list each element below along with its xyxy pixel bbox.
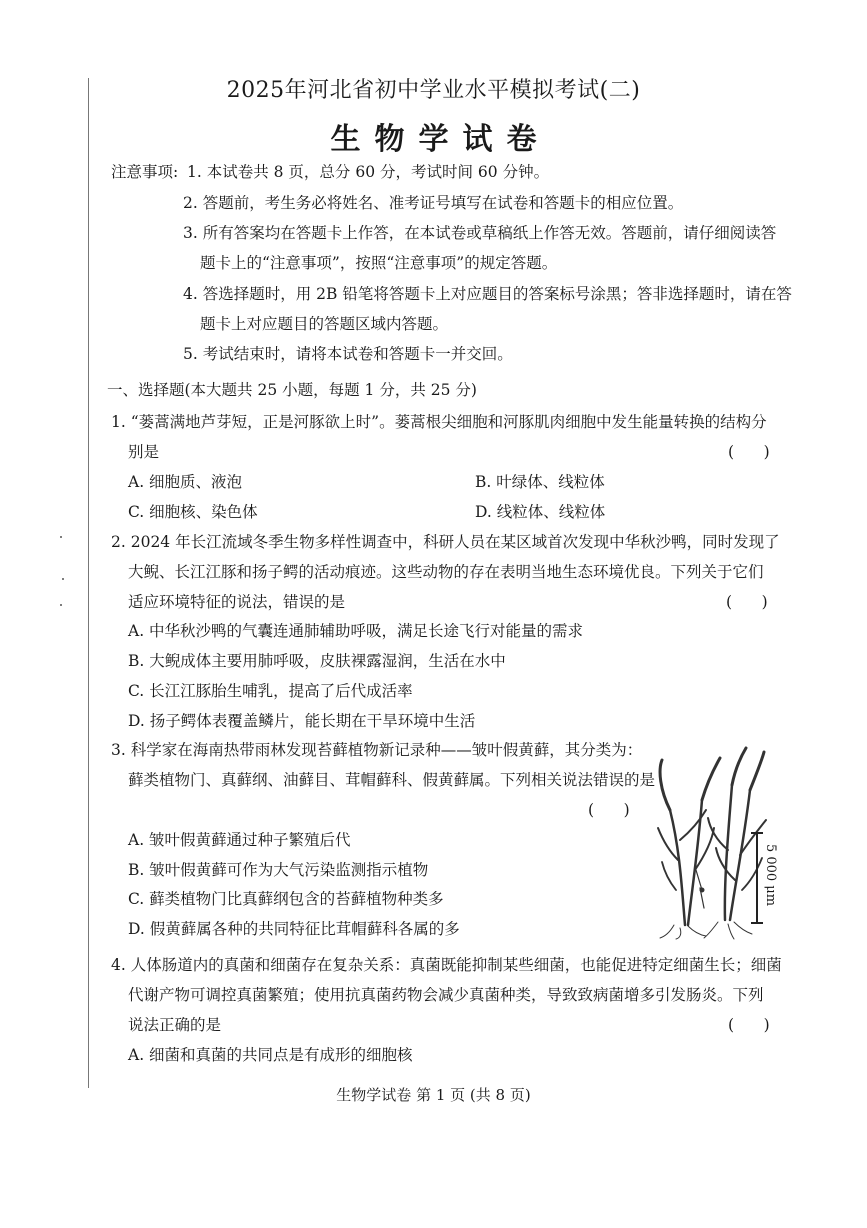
question-3-option-b: B. 皱叶假黄藓可作为大气污染监测指示植物 [128,861,429,879]
question-4-stem: 说法正确的是 [128,1016,222,1034]
scan-mark [60,536,62,538]
scan-mark [62,578,64,580]
question-1-stem: 别是 [128,443,160,461]
question-2-option-b: B. 大鲵成体主要用肺呼吸，皮肤裸露湿润，生活在水中 [128,652,506,670]
question-4-option-a: A. 细菌和真菌的共同点是有成形的细胞核 [128,1046,413,1064]
question-2-stem: 大鲵、长江江豚和扬子鳄的活动痕迹。这些动物的存在表明当地生态环境优良。下列关于它们 [128,563,764,581]
answer-blank: ( ) [726,593,768,611]
question-3-stem: 3. 科学家在海南热带雨林发现苔藓植物新记录种——皱叶假黄藓，其分类为： [111,741,643,759]
exam-title: 2025年河北省初中学业水平模拟考试(二) [226,78,641,103]
question-4-stem: 4. 人体肠道内的真菌和细菌存在复杂关系：真菌既能抑制某些细菌，也能促进特定细菌生长；细菌 [111,956,782,974]
question-2-option-c: C. 长江江豚胎生哺乳，提高了后代成活率 [128,682,413,700]
question-1-option-c: C. 细胞核、染色体 [128,503,258,521]
section-heading: 一、选择题(本大题共 25 小题，每题 1 分，共 25 分) [107,381,477,399]
answer-blank: ( ) [588,801,630,819]
note-item: 1. 本试卷共 8 页，总分 60 分，考试时间 60 分钟。 [187,163,550,181]
question-4-stem: 代谢产物可调控真菌繁殖；使用抗真菌药物会减少真菌种类，导致致病菌增多引发肠炎。下列 [128,986,764,1004]
note-item-continued: 题卡上的“注意事项”，按照“注意事项”的规定答题。 [200,254,558,272]
note-item: 3. 所有答案均在答题卡上作答，在本试卷或草稿纸上作答无效。答题前，请仔细阅读答 [183,224,777,242]
question-3-option-c: C. 藓类植物门比真藓纲包含的苔藓植物种类多 [128,890,444,908]
question-2-stem: 适应环境特征的说法，错误的是 [128,593,346,611]
exam-subject-title: 生物学试卷 [330,122,551,157]
question-1-option-b: B. 叶绿体、线粒体 [475,473,605,491]
question-2-stem: 2. 2024 年长江流域冬季生物多样性调查中，科研人员在某区域首次发现中华秋沙鸭，同时发现了 [111,533,780,551]
question-3-stem: 藓类植物门、真藓纲、油藓目、茸帽藓科、假黄藓属。下列相关说法错误的是 [128,771,656,789]
question-1-option-d: D. 线粒体、线粒体 [475,503,606,521]
page-footer: 生物学试卷 第 1 页 (共 8 页) [336,1086,531,1104]
answer-blank: ( ) [728,1016,770,1034]
answer-blank: ( ) [728,443,770,461]
question-3-option-d: D. 假黄藓属各种的共同特征比茸帽藓科各属的多 [128,920,460,938]
question-1-option-a: A. 细胞质、液泡 [128,473,243,491]
moss-plant-figure [640,740,780,940]
note-item: 2. 答题前，考生务必将姓名、准考证号填写在试卷和答题卡的相应位置。 [183,194,684,212]
binding-margin-line [88,78,89,1088]
question-2-option-a: A. 中华秋沙鸭的气囊连通肺辅助呼吸，满足长途飞行对能量的需求 [128,622,584,640]
question-1-stem: 1. “蒌蒿满地芦芽短，正是河豚欲上时”。蒌蒿根尖细胞和河豚肌肉细胞中发生能量转换的结构分 [111,413,767,431]
note-item-continued: 题卡上对应题目的答题区域内答题。 [200,315,449,333]
scan-mark [60,604,62,606]
question-2-option-d: D. 扬子鳄体表覆盖鳞片，能长期在干旱环境中生活 [128,712,476,730]
note-item: 4. 答选择题时，用 2B 铅笔将答题卡上对应题目的答案标号涂黑；答非选择题时，请在答 [183,285,792,303]
note-item: 5. 考试结束时，请将本试卷和答题卡一并交回。 [183,345,513,363]
scale-label: 5 000 μm [763,843,778,907]
question-3-option-a: A. 皱叶假黄藓通过种子繁殖后代 [128,831,351,849]
notes-label: 注意事项: [111,163,179,181]
scale-bar [756,832,758,924]
